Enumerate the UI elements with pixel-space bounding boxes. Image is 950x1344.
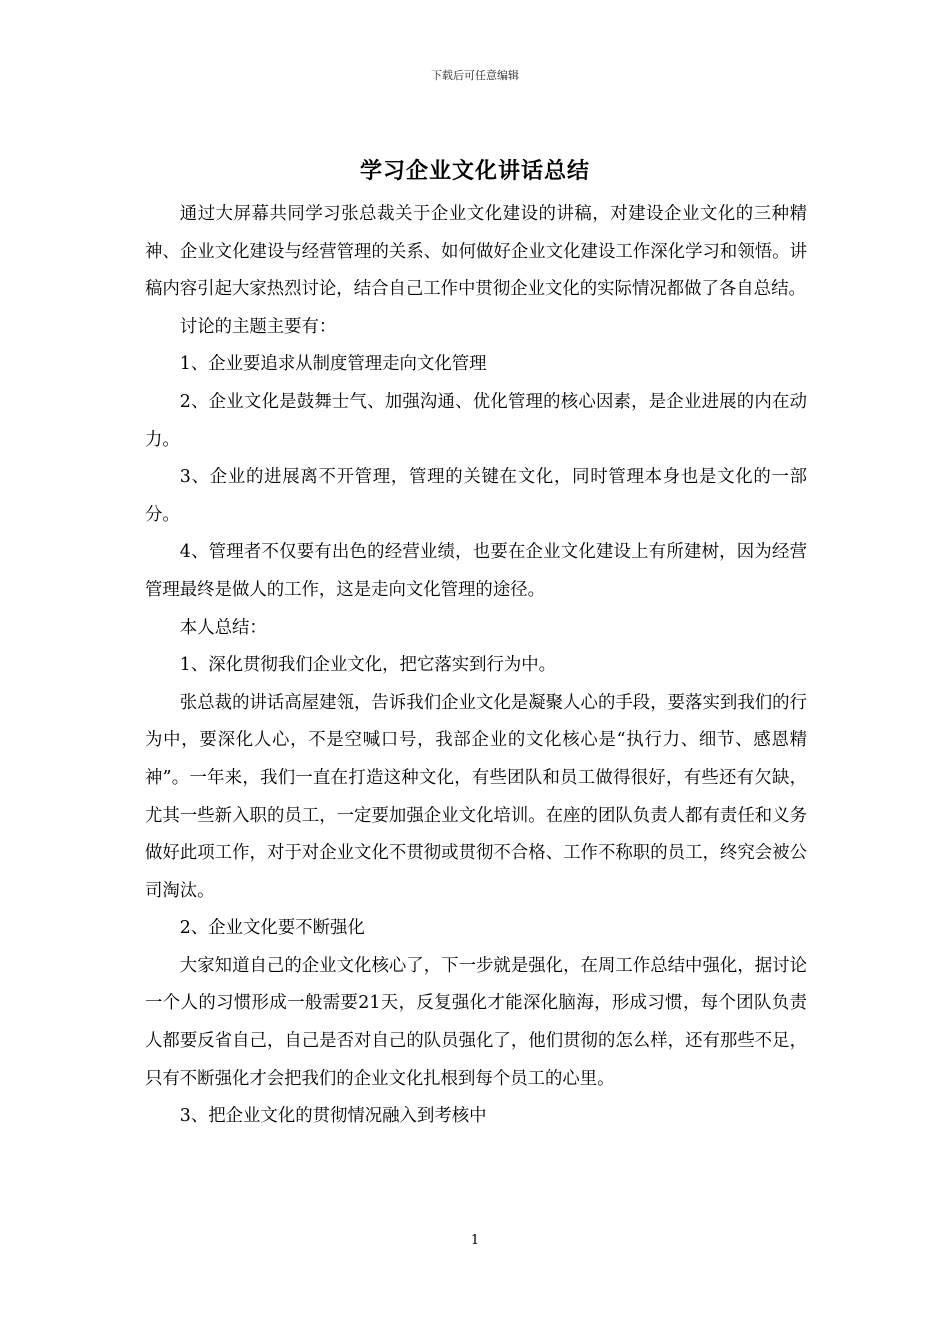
paragraph: 本人总结： — [179, 617, 267, 638]
paragraph: 4、管理者不仅要有出色的经营业绩，也要在企业文化建设上有所建树，因为经营管理最终是做人的工作，这是走向文化管理的途径。 — [145, 542, 807, 600]
paragraph: 3、企业的进展离不开管理，管理的关键在文化，同时管理本身也是文化的一部分。 — [145, 467, 807, 525]
paragraph: 通过大屏幕共同学习张总裁关于企业文化建设的讲稿，对建设企业文化的三种精神、企业文化建设与经营管理的关系、如何做好企业文化建设工作深化学习和领悟。讲稿内容引起大家热烈讨论，结合自己工作中贯彻企业文化的实际情况都做了各自总结。 — [145, 204, 807, 300]
paragraph: 讨论的主题主要有： — [179, 316, 337, 337]
document-title: 学习企业文化讲话总结 — [359, 158, 590, 184]
paragraph: 1、企业要追求从制度管理走向文化管理 — [179, 354, 487, 375]
page-header: 下载后可任意编辑 — [431, 69, 519, 82]
paragraph: 1、深化贯彻我们企业文化，把它落实到行为中。 — [179, 655, 557, 676]
paragraph: 张总裁的讲话高屋建瓴，告诉我们企业文化是凝聚人心的手段，要落实到我们的行为中，要深化人心，不是空喊口号，我部企业的文化核心是“执行力、细节、感恩精神”。一年来，我们一直在打造这种文化，有些团队和员工做得很好，有些还有欠缺，尤其一些新入职的员工，一定要加强企业文化培训。在座的团队负责人都有责任和义务做好此项工作，对于对企业文化不贯彻或贯彻不合格、工作不称职的员工，终究会被公司淘汰。 — [145, 692, 807, 901]
page-number: 1 — [470, 1233, 480, 1248]
paragraph: 大家知道自己的企业文化核心了，下一步就是强化，在周工作总结中强化，据讨论一个人的习惯形成一般需要21天，反复强化才能深化脑海，形成习惯，每个团队负责人都要反省自己，自己是否对自己的队员强化了，他们贯彻的怎么样，还有那些不足，只有不断强化才会把我们的企业文化扎根到每个员工的心里。 — [145, 955, 807, 1089]
document-body — [145, 196, 807, 1136]
paragraph: 2、企业文化要不断强化 — [179, 918, 365, 939]
paragraph: 2、企业文化是鼓舞士气、加强沟通、优化管理的核心因素，是企业进展的内在动力。 — [145, 391, 807, 450]
paragraph: 3、把企业文化的贯彻情况融入到考核中 — [179, 1106, 487, 1127]
